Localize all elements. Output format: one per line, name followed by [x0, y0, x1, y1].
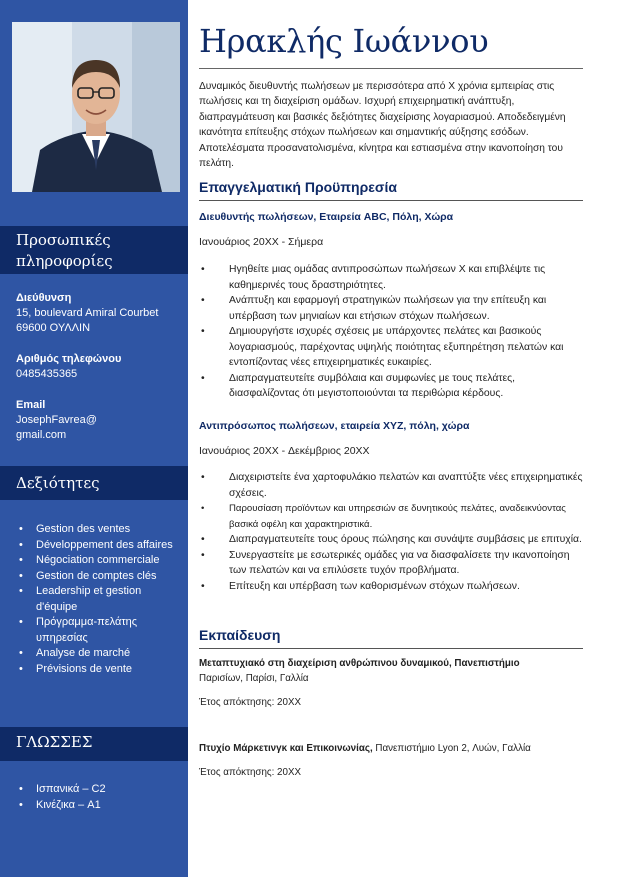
email-label: Email: [16, 399, 46, 411]
education-year: Έτος απόκτησης: 20XX: [199, 767, 302, 778]
bullet-icon: •: [201, 472, 205, 483]
bullet-icon: •: [201, 264, 205, 275]
job-bullet: [199, 532, 583, 548]
education-year: Έτος απόκτησης: 20XX: [199, 697, 302, 708]
name-divider: [199, 68, 583, 69]
education-degree: [199, 743, 531, 754]
email-block: [16, 398, 184, 443]
skill-item: [19, 584, 184, 615]
job-bullet-text: Συνεργαστείτε με εσωτερικές ομάδες για να διασφαλίσετε την ικανοποίηση των πελατών και να επιλύσετε τυχόν προβλήματα.: [229, 549, 570, 576]
skill-item-text: Développement des affaires: [36, 538, 173, 551]
skill-item: [19, 662, 184, 678]
job-title: Αντιπρόσωπος πωλήσεων, εταιρεία XYZ, πόλη, χώρα: [199, 420, 470, 432]
bullet-icon: •: [201, 372, 205, 384]
skill-item: [19, 522, 184, 538]
job-bullet: [199, 293, 583, 324]
job-bullet-text: Παρουσίαση προϊόντων και υπηρεσιών σε δυνητικούς πελάτες, αναδεικνύοντας βασικά οφέλη και χαρακτηριστικά.: [229, 503, 566, 530]
bullet-icon: •: [19, 647, 23, 659]
bullet-icon: •: [19, 783, 23, 795]
languages-list: [19, 782, 184, 813]
skill-item-text: Leadership et gestion d'équipe: [36, 585, 142, 613]
address-label: Διεύθυνση: [16, 292, 72, 304]
job-bullet-text: Διαχειριστείτε ένα χαρτοφυλάκιο πελατών και αναπτύξτε νέες επιχειρηματικές σχέσεις.: [229, 472, 583, 499]
skills-list: [19, 522, 184, 677]
experience-divider: [199, 200, 583, 201]
language-item: [19, 798, 184, 814]
phone-label: Αριθμός τηλεφώνου: [16, 353, 122, 365]
job-title: Διευθυντής πωλήσεων, Εταιρεία ABC, Πόλη, Χώρα: [199, 211, 454, 223]
education-heading: Εκπαίδευση: [199, 627, 281, 643]
job-bullet: [199, 262, 583, 293]
job-bullet-text: Επίτευξη και υπέρβαση των καθορισμένων στόχων πωλήσεων.: [229, 580, 520, 592]
job-bullet: [199, 579, 583, 595]
skill-item-text: Gestion des ventes: [36, 523, 131, 535]
phone-block: [16, 352, 184, 382]
bullet-icon: •: [19, 523, 23, 535]
bullet-icon: •: [19, 538, 23, 551]
address-line2: 69600 ΟΥΛΛΙΝ: [16, 322, 91, 334]
address-block: [16, 291, 184, 336]
degree-title: Πτυχίο Μάρκετινγκ και Επικοινωνίας,: [199, 743, 373, 754]
education-divider: [199, 648, 583, 649]
job-bullet: [199, 501, 583, 532]
skill-item-text: Prévisions de vente: [36, 662, 132, 675]
job-bullet-text: Διαπραγματευτείτε συμβόλαια και συμφωνίες με τους πελάτες, διασφαλίζοντας ότι μεγιστοποιούνται τα περιθώρια κέρδους.: [229, 372, 516, 399]
email-line1: JosephFavrea@: [16, 414, 97, 426]
education-location: Πανεπιστήμιο Lyon 2, Λυών, Γαλλία: [372, 743, 531, 754]
degree-title: Μεταπτυχιακό στη διαχείριση ανθρώπινου δυναμικού, Πανεπιστήμιο: [199, 658, 520, 669]
personal-info-heading-line2: πληροφορίες: [16, 252, 113, 270]
job-dates: Ιανουάριος 20XX - Δεκέμβριος 20XX: [199, 445, 370, 457]
bullet-icon: •: [19, 569, 23, 582]
skill-item-text: Πρόγραμμα-πελάτης υπηρεσίας: [36, 616, 138, 644]
profile-summary: Δυναμικός διευθυντής πωλήσεων με περισσότερα από Χ χρόνια εμπειρίας στις πωλήσεις και τη διαχείριση ομάδων. Ισχυρή επιχειρηματική ανάπτυξη, διαπραγμάτευση και βασικές δεξιότητες διαχείρισης λογαριασμού. Αποδεδειγμένη ικανότητα επίτευξης στόχων πωλήσεων και σημαντικής αύξησης εσόδων. Αποτελέσματα προσανατολισμένα, κίνητρα και εστιασμένα στην ικανοποίηση του πελάτη.: [199, 81, 566, 170]
languages-heading: ΓΛΩΣΣΕΣ: [0, 727, 188, 761]
job-bullet-text: Ηγηθείτε μιας ομάδας αντιπροσώπων πωλήσεων Χ και επιβλέψτε τις καθημερινές τους δραστηριότητες.: [229, 264, 546, 291]
bullet-icon: •: [201, 503, 205, 514]
personal-info-heading: [0, 226, 188, 274]
email-line2: gmail.com: [16, 429, 67, 441]
job-bullets: [199, 262, 583, 402]
skill-item-text: Analyse de marché: [36, 647, 131, 659]
skill-item: [19, 569, 184, 585]
bullet-icon: •: [201, 549, 205, 561]
bullet-icon: •: [19, 616, 23, 628]
personal-info-heading-line1: Προσωπικές: [16, 231, 111, 249]
job-bullet: [199, 324, 583, 371]
address-line1: 15, boulevard Amiral Courbet: [16, 307, 159, 319]
job-bullet: [199, 548, 583, 579]
job-dates: Ιανουάριος 20XX - Σήμερα: [199, 236, 324, 248]
sidebar: [0, 0, 188, 877]
profile-photo: [12, 22, 180, 192]
phone-value: 0485435365: [16, 368, 78, 380]
education-location: Παρισίων, Παρίσι, Γαλλία: [199, 673, 309, 684]
bullet-icon: •: [201, 580, 205, 592]
skill-item: [19, 553, 184, 569]
skill-item: [19, 615, 184, 646]
job-bullet: [199, 470, 583, 501]
job-bullet: [199, 371, 583, 402]
job-bullet-text: Διαπραγματευτείτε τους όρους πώλησης και συνάψτε συμβάσεις με επιτυχία.: [229, 534, 582, 545]
language-item-text: Κινέζικα – A1: [36, 798, 101, 811]
language-item-text: Ισπανικά – C2: [36, 783, 106, 795]
bullet-icon: •: [19, 798, 23, 811]
bullet-icon: •: [19, 554, 23, 566]
job-bullet-text: Ανάπτυξη και εφαρμογή στρατηγικών πωλήσεων για την επίτευξη και υπέρβαση των μηνιαίων και ετήσιων στόχων πωλήσεων.: [229, 295, 547, 322]
education-degree: [199, 658, 520, 669]
skill-item: [19, 646, 184, 662]
job-bullets: [199, 470, 583, 594]
profile-photo-image: [12, 22, 180, 192]
skill-item: [19, 538, 184, 554]
bullet-icon: •: [201, 534, 205, 545]
skills-heading: Δεξιότητες: [0, 466, 188, 500]
experience-heading: Επαγγελματική Προϋπηρεσία: [199, 179, 397, 195]
bullet-icon: •: [19, 662, 23, 675]
bullet-icon: •: [19, 585, 23, 597]
skill-item-text: Gestion de comptes clés: [36, 569, 157, 582]
skill-item-text: Négociation commerciale: [36, 554, 160, 566]
bullet-icon: •: [201, 295, 205, 306]
candidate-name: Ηρακλής Ιωάννου: [199, 22, 489, 60]
bullet-icon: •: [201, 326, 205, 337]
job-bullet-text: Δημιουργήστε ισχυρές σχέσεις με υπάρχοντες πελάτες και βασικούς λογαριασμούς, παρέχοντας υψηλής ποιότητας εξυπηρέτηση πελατών και εντοπίζοντας νέες επιχειρηματικές ευκαιρίες.: [229, 326, 564, 368]
language-item: [19, 782, 184, 798]
